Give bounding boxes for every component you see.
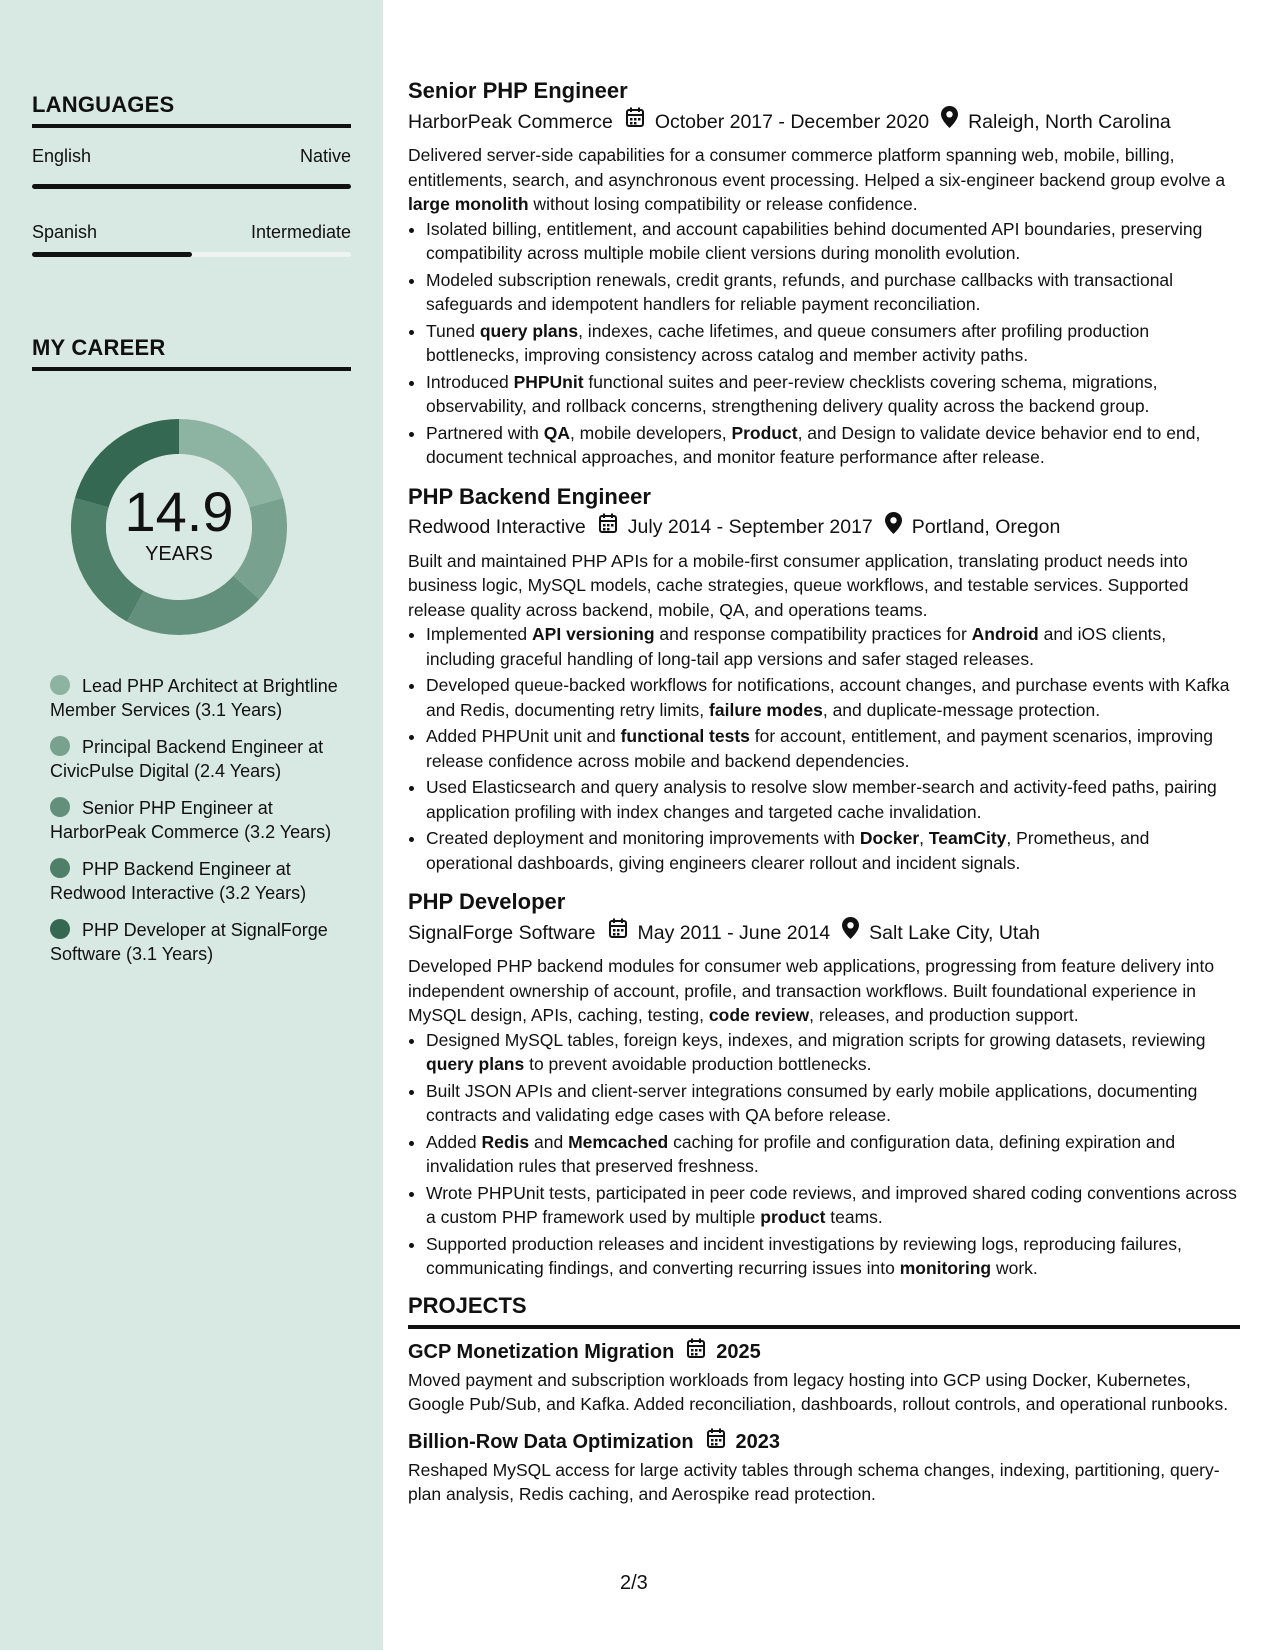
job-bullets <box>408 1028 1240 1281</box>
job-title: Senior PHP Engineer <box>408 78 628 103</box>
company-name: Redwood Interactive <box>408 516 586 538</box>
legend-dot <box>50 858 70 878</box>
career-heading: MY CAREER <box>32 335 351 371</box>
language-name: English <box>32 146 92 166</box>
bullet-item: • Developed queue-backed workflows for notifications, account changes, and purchase events with Kafka and Redis, documenting retry limits, failure modes, and duplicate-message protection. <box>426 673 1240 722</box>
career-donut-chart <box>66 414 292 640</box>
language-proficiency-bar <box>32 252 351 257</box>
projects-heading: PROJECTS <box>408 1293 1240 1329</box>
calendar-icon <box>625 106 645 137</box>
bullet-item: • Introduced PHPUnit functional suites and peer-review checklists covering schema, migrations, observability, and rollback concerns, strengthening delivery quality across the backend group. <box>426 370 1240 419</box>
project-title: Billion-Row Data Optimization <box>408 1431 694 1453</box>
legend-dot <box>50 797 70 817</box>
language-name: Spanish <box>32 222 98 242</box>
bullet-item: • Partnered with QA, mobile developers, Product, and Design to validate device behavior end to end, document technical approaches, and monitor feature performance after release. <box>426 421 1240 470</box>
job-location: Portland, Oregon <box>911 516 1061 538</box>
company-name: SignalForge Software <box>408 921 596 944</box>
job-location: Salt Lake City, Utah <box>869 921 1041 944</box>
job-dates: July 2014 - September 2017 <box>627 516 873 538</box>
sidebar <box>0 0 383 1650</box>
company-name: HarborPeak Commerce <box>408 110 613 133</box>
project-description: Moved payment and subscription workloads from legacy hosting into GCP using Docker, Kubernetes, Google Pub/Sub, and Kafka. Added reconciliation, dashboards, rollout controls, and operational runbooks. <box>408 1369 1229 1414</box>
legend-label: Senior PHP Engineer at HarborPeak Commerce (3.2 Years) <box>50 798 332 842</box>
bullet-item: • Built JSON APIs and client-server integrations consumed by early mobile applications, documenting contracts and validating edge cases with QA before release. <box>426 1079 1240 1128</box>
total-years-unit: YEARS <box>145 542 213 565</box>
job-location: Raleigh, North Carolina <box>968 110 1171 133</box>
legend-item <box>50 735 340 783</box>
map-pin-icon <box>842 917 859 948</box>
job-dates: October 2017 - December 2020 <box>654 110 930 133</box>
legend-dot <box>50 675 70 695</box>
legend-label: Principal Backend Engineer at CivicPulse Digital (2.4 Years) <box>50 737 324 781</box>
legend-label: Lead PHP Architect at Brightline Member Services (3.1 Years) <box>50 676 338 720</box>
bullet-item: • Designed MySQL tables, foreign keys, indexes, and migration scripts for growing datasets, reviewing query plans to prevent avoidable production bottlenecks. <box>426 1028 1240 1077</box>
legend-item <box>50 918 340 966</box>
project-year: 2023 <box>735 1431 781 1453</box>
project-title-row <box>408 1427 1240 1458</box>
total-years-value: 14.9 <box>124 479 234 543</box>
bullet-item: • Tuned query plans, indexes, cache lifetimes, and queue consumers after profiling production bottlenecks, improving consistency across catalog and member activity paths. <box>426 319 1240 368</box>
bullet-item: • Created deployment and monitoring improvements with Docker, TeamCity, Prometheus, and operational dashboards, giving engineers clearer rollout and incident signals. <box>426 826 1240 875</box>
legend-label: PHP Backend Engineer at Redwood Interactive (3.2 Years) <box>50 859 307 903</box>
legend-dot <box>50 919 70 939</box>
job-dates: May 2011 - June 2014 <box>637 921 831 944</box>
language-proficiency-bar <box>32 184 351 189</box>
language-proficiency-fill <box>32 184 351 189</box>
job-summary: Delivered server-side capabilities for a consumer commerce platform spanning web, mobile, billing, entitlements, search, and asynchronous event processing. Helped a six-engineer backend group evolve a large monolith without losing compatibility or release confidence. <box>408 145 1226 214</box>
bullet-item: • Wrote PHPUnit tests, participated in peer code reviews, and improved shared coding conventions across a custom PHP framework used by multiple product teams. <box>426 1181 1240 1230</box>
project-description: Reshaped MySQL access for large activity tables through schema changes, indexing, partitioning, query-plan analysis, Redis caching, and Aerospike read protection. <box>408 1459 1220 1504</box>
job-entry <box>408 887 1240 1281</box>
calendar-icon <box>598 512 618 543</box>
job-summary: Developed PHP backend modules for consumer web applications, progressing from feature delivery into independent ownership of account, profile, and transaction workflows. Built foundational experience in MySQL design, APIs, caching, testing, code review, releases, and production support. <box>408 956 1215 1025</box>
job-title: PHP Developer <box>408 889 566 914</box>
job-meta <box>408 512 1240 543</box>
main-content <box>408 76 1240 1517</box>
language-row <box>32 146 351 167</box>
language-level: Intermediate <box>250 222 351 242</box>
legend-item <box>50 796 340 844</box>
legend-dot <box>50 736 70 756</box>
languages-heading: LANGUAGES <box>32 92 351 128</box>
career-legend <box>50 674 340 979</box>
bullet-item: • Implemented API versioning and response compatibility practices for Android and iOS clients, including graceful handling of long-tail app versions and safer staged releases. <box>426 622 1240 671</box>
project-title-row <box>408 1337 1240 1368</box>
job-bullets <box>408 217 1240 470</box>
project-year: 2025 <box>716 1341 761 1363</box>
project-title: GCP Monetization Migration <box>408 1341 675 1363</box>
job-entry <box>408 482 1240 876</box>
job-meta <box>408 106 1240 137</box>
legend-item <box>50 674 340 722</box>
legend-label: PHP Developer at SignalForge Software (3.1 Years) <box>50 920 328 964</box>
calendar-icon <box>706 1427 726 1458</box>
map-pin-icon <box>885 512 902 543</box>
experience-list <box>408 76 1240 1281</box>
map-pin-icon <box>941 106 958 137</box>
language-proficiency-fill <box>32 252 192 257</box>
job-meta <box>408 917 1240 948</box>
page-number: 2/3 <box>620 1572 648 1594</box>
bullet-item: • Added PHPUnit unit and functional tests for account, entitlement, and payment scenarios, improving release confidence across mobile and backend dependencies. <box>426 724 1240 773</box>
calendar-icon <box>686 1337 706 1368</box>
language-row <box>32 222 351 243</box>
bullet-item: • Modeled subscription renewals, credit grants, refunds, and purchase callbacks with transactional safeguards and idempotent handlers for reliable payment reconciliation. <box>426 268 1240 317</box>
language-level: Native <box>299 146 351 166</box>
bullet-item: • Used Elasticsearch and query analysis to resolve slow member-search and activity-feed paths, pairing application profiling with index changes and targeted cache invalidation. <box>426 775 1240 824</box>
job-title: PHP Backend Engineer <box>408 483 651 509</box>
bullet-item: • Isolated billing, entitlement, and account capabilities behind documented API boundaries, preserving compatibility across multiple mobile client versions during monolith evolution. <box>426 217 1240 266</box>
legend-item <box>50 857 340 905</box>
bullet-item: • Added Redis and Memcached caching for profile and configuration data, defining expiration and invalidation rules that preserved freshness. <box>426 1130 1240 1179</box>
calendar-icon <box>608 917 628 948</box>
bullet-item: • Supported production releases and incident investigations by reviewing logs, reproducing failures, communicating findings, and converting recurring issues into monitoring work. <box>426 1232 1240 1281</box>
job-entry <box>408 76 1240 470</box>
projects-list <box>408 1337 1240 1507</box>
job-bullets <box>408 622 1240 875</box>
job-summary: Built and maintained PHP APIs for a mobile-first consumer application, translating product needs into business logic, MySQL models, cache strategies, queue workflows, and testable services. Supported release quality across backend, mobile, QA, and operations teams. <box>408 550 1189 620</box>
